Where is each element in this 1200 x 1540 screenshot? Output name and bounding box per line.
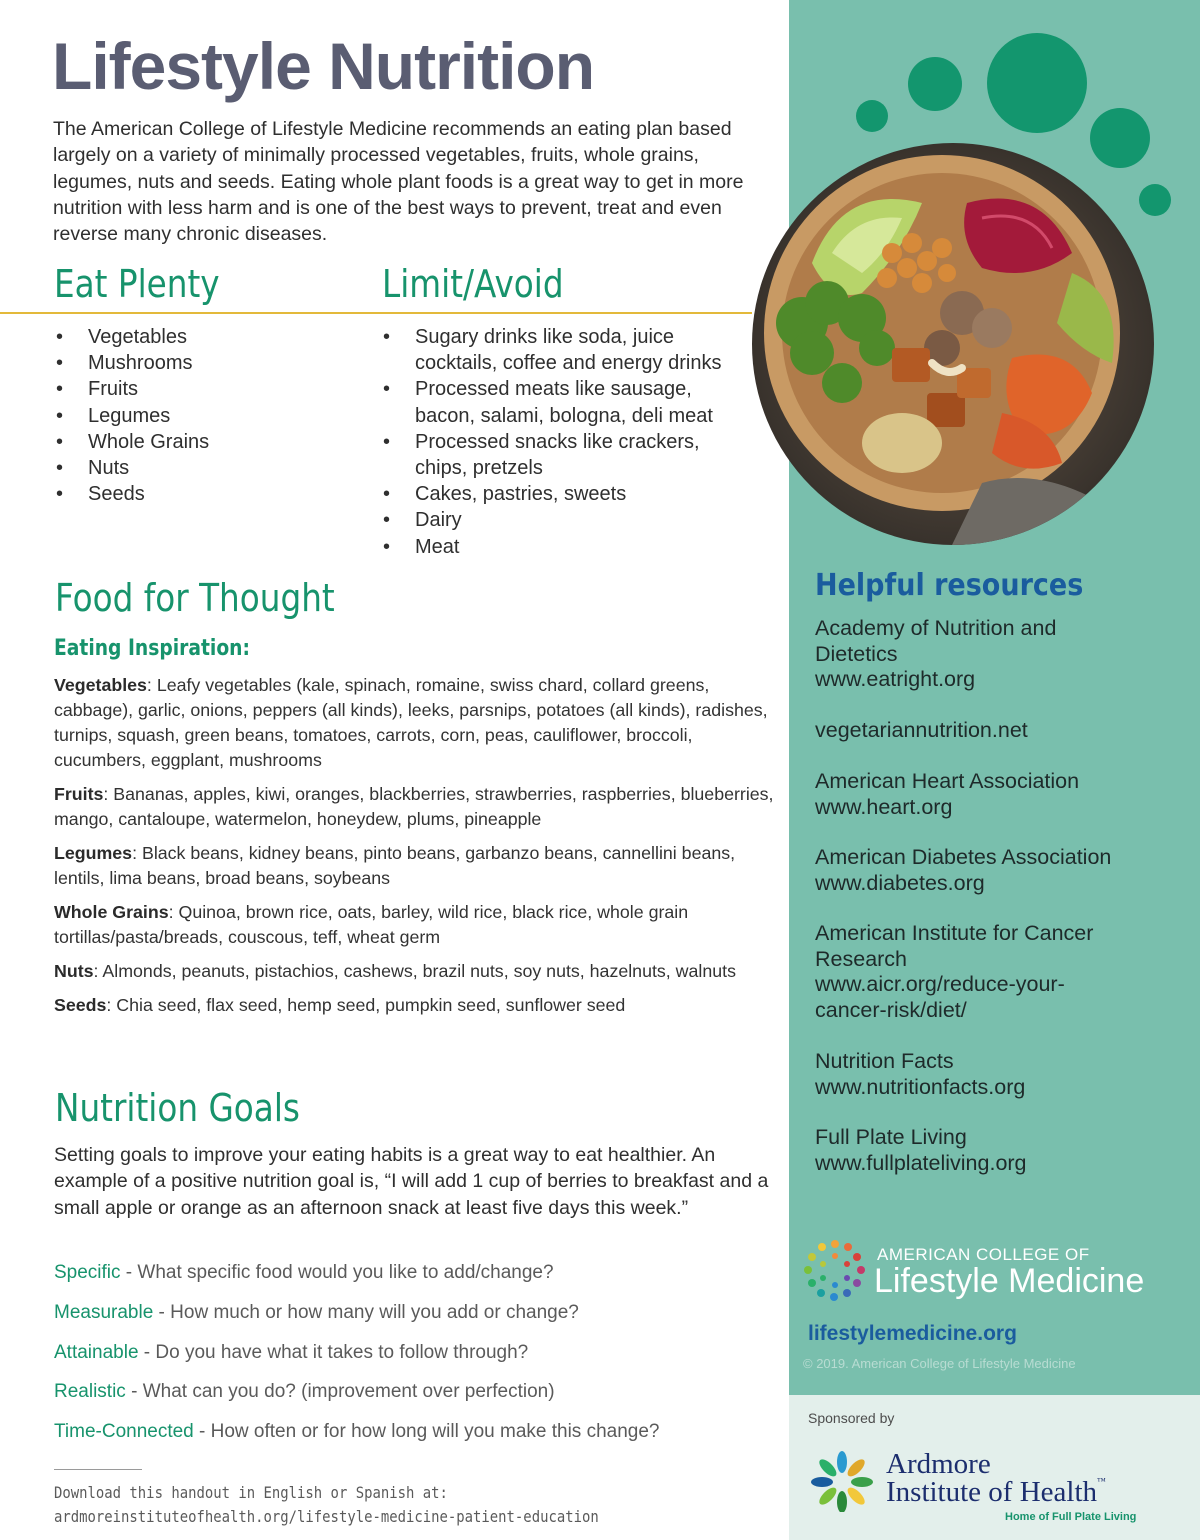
ardmore-logo-icon (810, 1448, 874, 1512)
eat-plenty-list (54, 324, 354, 507)
resource-link[interactable]: www.eatright.org (815, 667, 976, 691)
decorative-circle (987, 33, 1087, 133)
footer-divider (54, 1469, 142, 1470)
goal-text: What can you do? (improvement over perfection) (142, 1381, 555, 1402)
list-item: Whole Grains: Quinoa, brown rice, oats, barley, wild rice, black rice, whole grain tortillas/pasta/breads, couscous, teff, wheat germ (54, 902, 689, 947)
category-text: Chia seed, flax seed, hemp seed, pumpkin seed, sunflower seed (116, 995, 626, 1015)
resource-name: Research (815, 946, 908, 971)
list-item: Nuts: Almonds, peanuts, pistachios, cashews, brazil nuts, soy nuts, hazelnuts, walnuts (54, 961, 736, 981)
resource-link[interactable]: vegetariannutrition.net (815, 718, 1028, 742)
sponsor-tagline: Home of Full Plate Living (1005, 1511, 1137, 1523)
resource-item (815, 718, 1028, 744)
goal-item: Specific - What specific food would you like to add/change? (54, 1262, 554, 1283)
list-item: • Nuts (54, 455, 354, 481)
resource-item (815, 616, 1056, 693)
resource-item (815, 769, 1079, 820)
list-item: • Cakes, pastries, sweets (381, 481, 743, 507)
footer-line: Download this handout in English or Spanish at: (54, 1483, 448, 1502)
eating-inspiration-subheading: Eating Inspiration: (54, 636, 250, 661)
eating-inspiration-list (54, 673, 774, 1027)
goal-term: Attainable (54, 1342, 139, 1363)
aclm-logo-icon (800, 1236, 870, 1306)
resource-item (815, 1049, 1025, 1100)
decorative-circle (856, 100, 888, 132)
goal-term: Time-Connected (54, 1421, 194, 1442)
food-bowl-photo (752, 143, 1154, 545)
resource-name: American Institute for Cancer (815, 921, 1094, 945)
decorative-circle (908, 57, 962, 111)
list-item: Legumes: Black beans, kidney beans, pinto beans, garbanzo beans, cannellini beans, lentils, lima beans, broad beans, soybeans (54, 843, 736, 888)
resource-link[interactable]: www.nutritionfacts.org (815, 1074, 1026, 1099)
helpful-resources-heading: Helpful resources (815, 568, 1084, 603)
goal-text: How much or how many will you add or change? (170, 1302, 579, 1323)
nutrition-goals-intro: Setting goals to improve your eating habits is a great way to eat healthier. An example of a positive nutrition goal is, “I will add 1 cup of berries to breakfast and a small apple or orange as an afternoon snack at least five days this week.” (54, 1144, 769, 1219)
list-item: Seeds: Chia seed, flax seed, hemp seed, pumpkin seed, sunflower seed (54, 995, 626, 1015)
section-divider (0, 312, 752, 314)
goal-text: What specific food would you like to add/change? (137, 1262, 554, 1283)
limit-avoid-heading: Limit/Avoid (382, 262, 564, 306)
goal-item: Attainable - Do you have what it takes to follow through? (54, 1342, 529, 1363)
goal-text: Do you have what it takes to follow through? (155, 1342, 529, 1363)
org-name-line1: AMERICAN COLLEGE OF (877, 1245, 1090, 1264)
list-item: • Meat (381, 534, 743, 560)
goal-item: Time-Connected - How often or for how long will you make this change? (54, 1421, 660, 1442)
category-label: Seeds (54, 995, 107, 1015)
goal-item: Measurable - How much or how many will you add or change? (54, 1302, 579, 1323)
footer-link[interactable]: ardmoreinstituteofhealth.org/lifestyle-medicine-patient-education (54, 1507, 599, 1526)
category-text: Quinoa, brown rice, oats, barley, wild rice, black rice, whole grain tortillas/pasta/breads, couscous, teff, wheat germ (54, 902, 689, 947)
list-item: Fruits: Bananas, apples, kiwi, oranges, blackberries, strawberries, raspberries, blueberries, mango, cantaloupe, watermelon, honeydew, plums, pineapple (54, 784, 774, 829)
category-label: Legumes (54, 843, 133, 863)
list-item: • Dairy (381, 507, 743, 533)
sponsored-by-label: Sponsored by (808, 1410, 895, 1426)
category-label: Nuts (54, 961, 94, 981)
resource-link[interactable]: www.diabetes.org (815, 870, 985, 895)
resource-link[interactable]: www.fullplateliving.org (815, 1150, 1027, 1175)
org-name-line2: Lifestyle Medicine (874, 1262, 1145, 1300)
goal-term: Measurable (54, 1302, 154, 1323)
footer-download-note (54, 1481, 599, 1529)
goal-term: Realistic (54, 1381, 126, 1402)
org-website-link[interactable]: lifestylemedicine.org (808, 1322, 1017, 1345)
list-item: • Fruits (54, 376, 354, 402)
list-item: • Sugary drinks like soda, juice cocktails, coffee and energy drinks (381, 324, 743, 376)
resource-link[interactable]: www.heart.org (815, 794, 953, 819)
list-item: • Processed meats like sausage, bacon, salami, bologna, deli meat (381, 376, 743, 428)
category-label: Fruits (54, 784, 104, 804)
intro-paragraph: The American College of Lifestyle Medicine recommends an eating plan based largely on a variety of minimally processed vegetables, fruits, whole grains, legumes, nuts and seeds. Eating whole plant foods is a great way to get in more nutrition with less harm and is one of the best ways to prevent, treat and even reverse many chronic diseases. (53, 118, 744, 246)
category-label: Vegetables (54, 675, 147, 695)
category-label: Whole Grains (54, 902, 169, 922)
sponsor-name-text: Institute of Health (886, 1476, 1098, 1508)
category-text: Leafy vegetables (kale, spinach, romaine, swiss chard, collard greens, cabbage), garlic, onions, peppers (all kinds), leeks, parsnips, potatoes (all kinds), radishes, turnips, squash, green beans, tomatoes, carrots, corn, peas, cauliflower, broccoli, cucumbers, eggplant, mushrooms (54, 675, 768, 770)
list-item: • Processed snacks like crackers, chips, pretzels (381, 429, 743, 481)
list-item: • Seeds (54, 481, 354, 507)
resource-name: Dietetics (815, 641, 898, 666)
category-text: Black beans, kidney beans, pinto beans, garbanzo beans, cannellini beans, lentils, lima beans, broad beans, soybeans (54, 843, 736, 888)
resource-name: Full Plate Living (815, 1125, 967, 1149)
goal-text: How often or for how long will you make this change? (210, 1421, 660, 1442)
category-text: Bananas, apples, kiwi, oranges, blackberries, strawberries, raspberries, blueberries, mango, cantaloupe, watermelon, honeydew, plums, pineapple (54, 784, 774, 829)
resource-item (815, 845, 1111, 896)
resource-link[interactable]: cancer-risk/diet/ (815, 997, 967, 1022)
food-for-thought-heading: Food for Thought (55, 576, 335, 620)
limit-avoid-list (381, 324, 743, 560)
resource-item (815, 921, 1093, 1023)
list-item: Vegetables: Leafy vegetables (kale, spinach, romaine, swiss chard, collard greens, cabbage), garlic, onions, peppers (all kinds), leeks, parsnips, potatoes (all kinds), radishes, turnips, squash, green beans, tomatoes, carrots, corn, peas, cauliflower, broccoli, cucumbers, eggplant, mushrooms (54, 675, 768, 770)
resource-link[interactable]: www.aicr.org/reduce-your- (815, 972, 1065, 996)
decorative-circle (1090, 108, 1150, 168)
resource-name: Academy of Nutrition and (815, 616, 1057, 640)
goal-item: Realistic - What can you do? (improvement over perfection) (54, 1381, 555, 1402)
resource-name: Nutrition Facts (815, 1049, 954, 1073)
trademark-symbol: ™ (1097, 1476, 1106, 1486)
list-item: • Legumes (54, 403, 354, 429)
list-item: • Mushrooms (54, 350, 354, 376)
goal-term: Specific (54, 1262, 121, 1283)
resource-item (815, 1125, 1027, 1176)
page-title: Lifestyle Nutrition (52, 29, 595, 103)
list-item: • Vegetables (54, 324, 354, 350)
category-text: Almonds, peanuts, pistachios, cashews, brazil nuts, soy nuts, hazelnuts, walnuts (102, 961, 736, 981)
list-item: • Whole Grains (54, 429, 354, 455)
nutrition-goals-heading: Nutrition Goals (55, 1086, 300, 1130)
resource-name: American Diabetes Association (815, 845, 1112, 869)
sponsor-name-line1: Ardmore (886, 1448, 991, 1480)
sponsor-name-line2 (886, 1476, 1106, 1509)
eat-plenty-heading: Eat Plenty (54, 262, 220, 306)
copyright-text: © 2019. American College of Lifestyle Medicine (803, 1356, 1076, 1371)
resource-name: American Heart Association (815, 769, 1080, 793)
decorative-circle (1139, 184, 1171, 216)
